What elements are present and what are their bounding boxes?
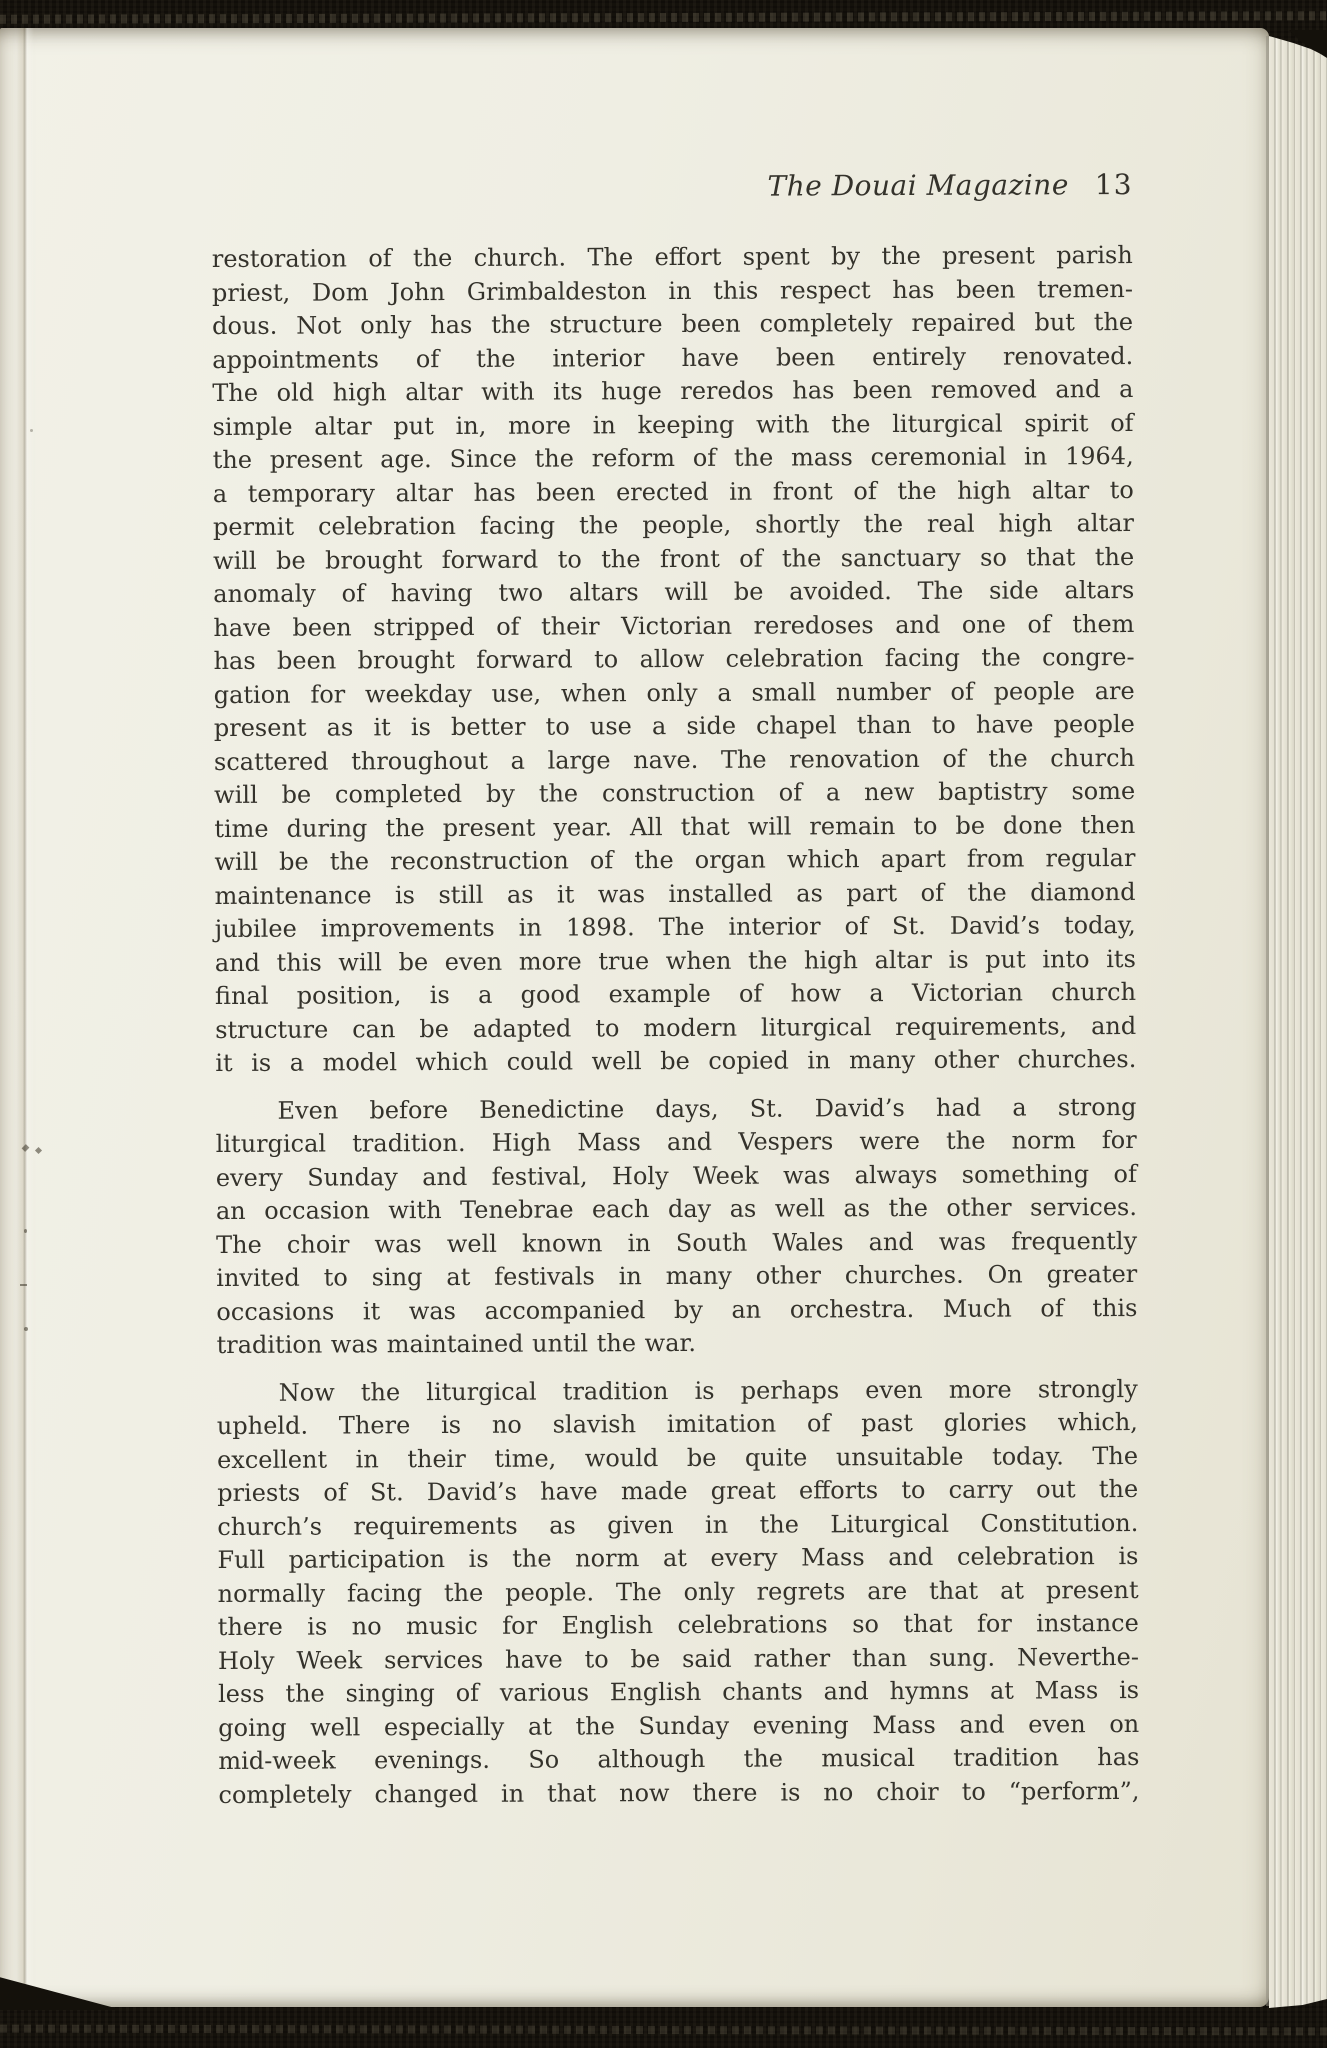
text-line: upheld. There is no slavish imitation of past glories which,	[216, 1407, 1138, 1441]
ink-speck	[20, 1284, 27, 1286]
ink-speck	[24, 1327, 28, 1331]
paragraph	[212, 239, 1137, 1081]
text-line: there is no music for English celebrations so that for instance	[217, 1608, 1139, 1642]
text-line: invited to sing at festivals in many other churches. On greater	[216, 1259, 1138, 1293]
text-line: will be the reconstruction of the organ which apart from regular	[214, 843, 1136, 877]
text-line: it is a model which could well be copied in many other churches.	[215, 1044, 1137, 1078]
text-line: The old high altar with its huge reredos has been removed and a	[212, 374, 1134, 408]
text-line: restoration of the church. The effort spent by the present parish	[211, 240, 1133, 274]
text-line: permit celebration facing the people, shortly the real high altar	[212, 508, 1135, 542]
text-line: time during the present year. All that will remain to be done then	[214, 810, 1136, 843]
text-line: excellent in their time, would be quite unsuitable today. The	[216, 1441, 1139, 1474]
text-line: have been stripped of their Victorian reredoses and one of them	[213, 609, 1135, 642]
text-line: a temporary altar has been erected in front of the high altar to	[212, 475, 1134, 508]
text-line: every Sunday and festival, Holy Week was always something of	[215, 1159, 1137, 1192]
text-line: Now the liturgical tradition is perhaps even more strongly	[278, 1374, 1138, 1407]
page-body-text	[212, 239, 1140, 1812]
magazine-title: The Douai Magazine	[767, 168, 1069, 203]
text-line: dous. Not only has the structure been completely repaired but the	[212, 307, 1134, 341]
text-line: occasions it was accompanied by an orchestra. Much of this	[216, 1293, 1138, 1326]
text-line: church’s requirements as given in the Liturgical Constitution.	[217, 1508, 1139, 1541]
text-line: simple altar put in, more in keeping with the liturgical spirit of	[212, 408, 1134, 441]
fore-edge-page-stack	[1269, 34, 1327, 2010]
text-line: appointments of the interior have been entirely renovated.	[212, 341, 1134, 374]
running-header	[211, 168, 1132, 206]
text-line: mid-week evenings. So although the musical tradition has	[218, 1742, 1140, 1776]
text-line: has been brought forward to allow celebration facing the congre-	[213, 642, 1135, 676]
text-line: an occasion with Tenebrae each day as well as the other services.	[215, 1192, 1138, 1226]
paragraph	[215, 1090, 1137, 1362]
text-line: The choir was well known in South Wales and was frequently	[216, 1226, 1138, 1259]
text-line: Even before Benedictine days, St. David’s had a strong	[277, 1092, 1137, 1125]
text-line: jubilee improvements in 1898. The interior of St. David’s today,	[214, 910, 1136, 944]
text-line: Full participation is the norm at every Mass and celebration is	[217, 1541, 1139, 1575]
text-line: priest, Dom John Grimbaldeston in this respect has been tremen-	[211, 274, 1134, 307]
paragraph	[217, 1372, 1140, 1812]
text-line: will be brought forward to the front of the sanctuary so that the	[213, 542, 1135, 575]
binding-crease	[16, 28, 40, 2007]
text-line: gation for weekday use, when only a small number of people are	[213, 676, 1135, 709]
text-line: and this will be even more true when the high altar is put into its	[214, 944, 1136, 977]
text-line: anomaly of having two altars will be avoided. The side altars	[213, 575, 1135, 609]
text-line: scattered throughout a large nave. The renovation of the church	[213, 743, 1136, 776]
text-line: tradition was maintained until the war.	[216, 1328, 696, 1360]
text-line: normally facing the people. The only regrets are that at present	[217, 1575, 1139, 1608]
text-line: less the singing of various English chants and hymns at Mass is	[218, 1675, 1140, 1709]
text-line: liturgical tradition. High Mass and Vespers were the norm for	[215, 1125, 1137, 1159]
text-line: present as it is better to use a side chapel than to have people	[213, 709, 1135, 743]
text-line: will be completed by the construction of a new baptistry some	[214, 776, 1136, 810]
ink-speck	[30, 429, 33, 432]
text-line: completely changed in that now there is no choir to “perform”,	[218, 1776, 1140, 1809]
text-line: final position, is a good example of how a Victorian church	[214, 977, 1137, 1011]
cover-bottom-seam	[0, 2025, 1327, 2036]
text-line: maintenance is still as it was installed as part of the diamond	[214, 877, 1136, 910]
text-line: structure can be adapted to modern liturgical requirements, and	[215, 1011, 1137, 1044]
page-edge-shadow	[1266, 36, 1269, 2006]
ink-speck	[24, 1229, 27, 1233]
page-number: 13	[1094, 167, 1133, 202]
text-line: priests of St. David’s have made great efforts to carry out the	[217, 1474, 1139, 1508]
text-line: the present age. Since the reform of the mass ceremonial in 1964,	[212, 441, 1134, 475]
text-line: Holy Week services have to be said rather than sung. Neverthe-	[217, 1642, 1139, 1675]
printed-content	[211, 168, 1139, 1812]
book-page	[0, 28, 1269, 2007]
cover-top-seam	[0, 11, 1327, 23]
text-line: going well especially at the Sunday evening Mass and even on	[218, 1709, 1140, 1742]
